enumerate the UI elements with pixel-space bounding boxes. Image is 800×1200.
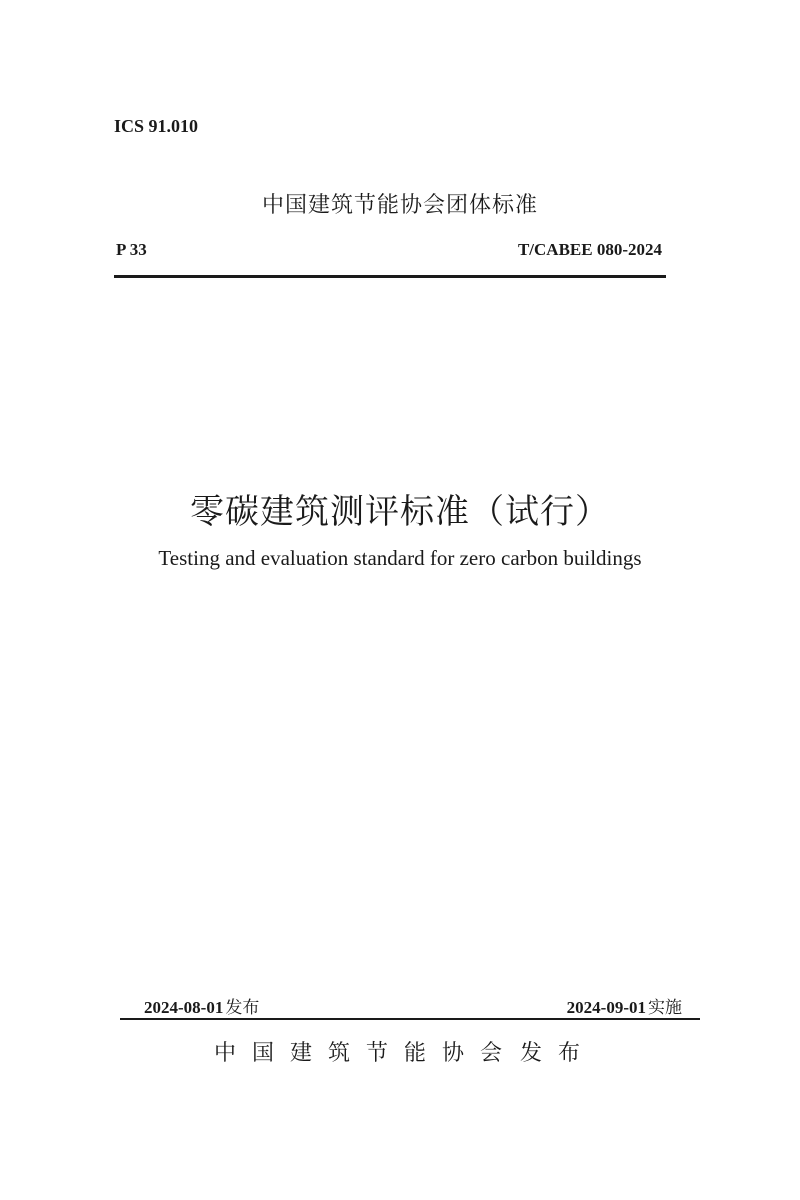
standard-number: T/CABEE 080-2024 (517, 240, 662, 259)
ics-code: ICS 91.010 (114, 116, 199, 136)
issue-date-line (144, 993, 259, 1018)
publish-label: 发布 (520, 1041, 597, 1066)
title-english: Testing and evaluation standard for zero carbon buildings (158, 546, 642, 570)
issue-label: 发布 (225, 998, 260, 1018)
organization-standard-label: 中国建筑节能协会团体标准 (261, 193, 538, 218)
top-divider (114, 275, 666, 278)
ccs-code: P 33 (116, 240, 147, 259)
title-chinese: 零碳建筑测评标准（试行） (190, 492, 610, 532)
issue-date: 2024-08-01 (144, 998, 224, 1017)
bottom-divider (120, 1018, 700, 1020)
publisher-name: 中国建筑节能协会 (214, 1041, 519, 1066)
implementation-date: 2024-09-01 (566, 998, 646, 1017)
implementation-label: 实施 (648, 998, 682, 1018)
implementation-date-line (567, 993, 682, 1018)
